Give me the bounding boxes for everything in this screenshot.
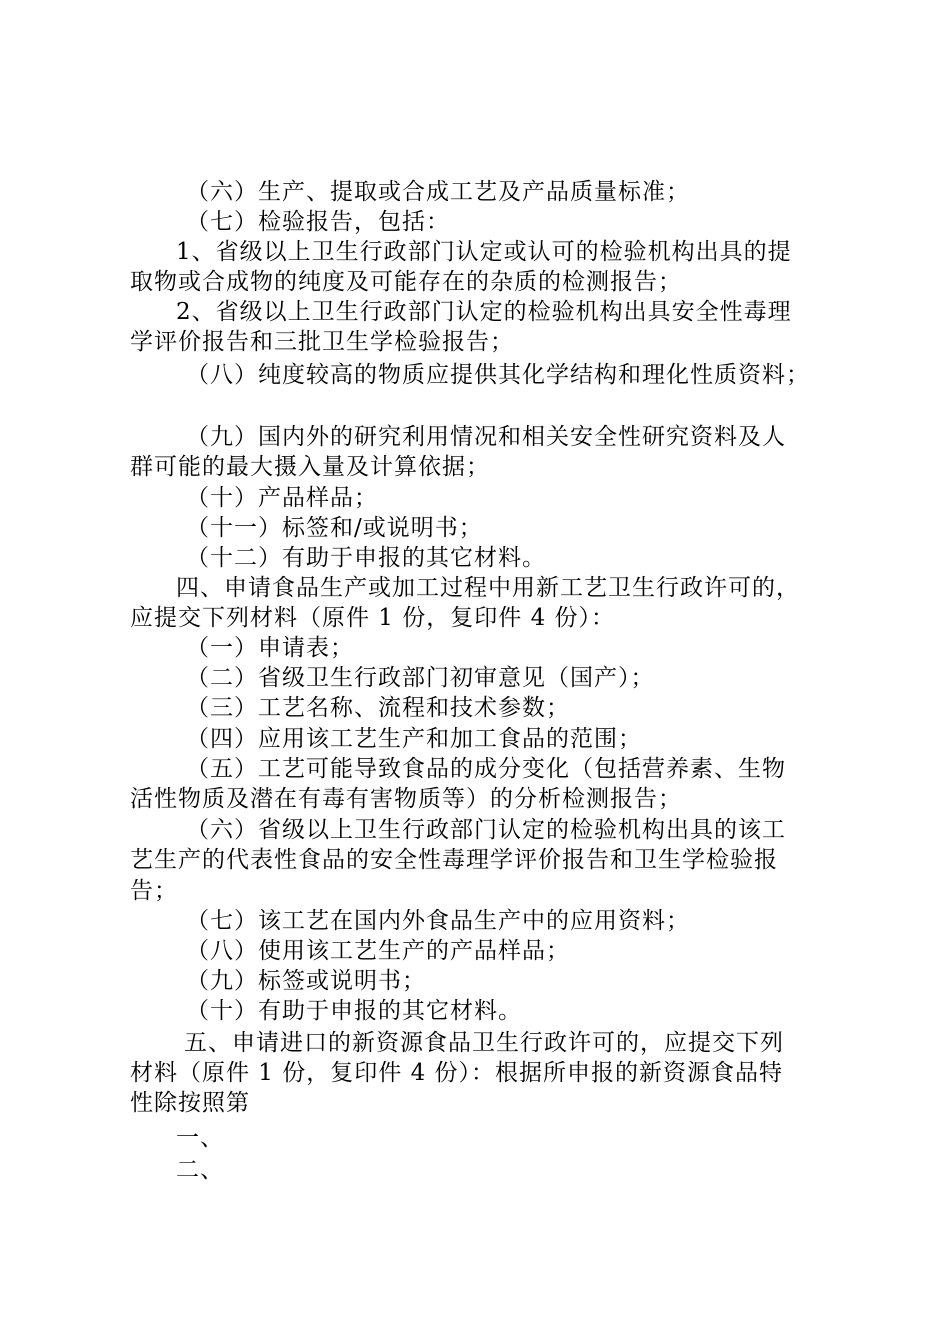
text-line: （十）产品样品； bbox=[186, 485, 378, 511]
text-line: 材料（原件 1 份，复印件 4 份）：根据所申报的新资源食品特 bbox=[130, 1060, 784, 1086]
text-line: （四）应用该工艺生产和加工食品的范围； bbox=[186, 726, 642, 752]
text-line: 一、 bbox=[176, 1125, 224, 1151]
text-line: （一）申请表； bbox=[186, 635, 354, 661]
text-line: 活性物质及潜在有毒有害物质等）的分析检测报告； bbox=[130, 786, 682, 812]
text-line: （十）有助于申报的其它材料。 bbox=[186, 998, 522, 1024]
text-line: 艺生产的代表性食品的安全性毒理学评价报告和卫生学检验报 bbox=[130, 847, 778, 873]
text-line: （十一）标签和/或说明书； bbox=[186, 515, 483, 541]
text-line: （五）工艺可能导致食品的成分变化（包括营养素、生物 bbox=[186, 756, 786, 782]
text-line: （八）使用该工艺生产的产品样品； bbox=[186, 938, 570, 964]
text-line: 二、 bbox=[176, 1157, 224, 1183]
text-line: （二）省级卫生行政部门初审意见（国产）； bbox=[186, 665, 655, 691]
text-line: 应提交下列材料（原件 1 份，复印件 4 份）： bbox=[130, 605, 616, 631]
text-line: （七）该工艺在国内外食品生产中的应用资料； bbox=[186, 908, 690, 934]
text-line: （九）国内外的研究利用情况和相关安全性研究资料及人 bbox=[186, 424, 786, 450]
text-line: （三）工艺名称、流程和技术参数； bbox=[186, 695, 570, 721]
text-line: （六）省级以上卫生行政部门认定的检验机构出具的该工 bbox=[186, 817, 786, 843]
text-line: 四、申请食品生产或加工过程中用新工艺卫生行政许可的， bbox=[176, 575, 800, 601]
text-line: 2、省级以上卫生行政部门认定的检验机构出具安全性毒理 bbox=[176, 299, 792, 325]
text-line: （八）纯度较高的物质应提供其化学结构和理化性质资料； bbox=[186, 362, 810, 388]
text-line: （六）生产、提取或合成工艺及产品质量标准； bbox=[186, 179, 690, 205]
text-line: 1、省级以上卫生行政部门认定或认可的检验机构出具的提 bbox=[176, 239, 792, 265]
text-line: 性除按照第 bbox=[130, 1090, 250, 1116]
text-line: 取物或合成物的纯度及可能存在的杂质的检测报告； bbox=[130, 269, 682, 295]
text-line: 群可能的最大摄入量及计算依据； bbox=[130, 454, 490, 480]
text-line: （十二）有助于申报的其它材料。 bbox=[186, 545, 546, 571]
text-line: 五、申请进口的新资源食品卫生行政许可的，应提交下列 bbox=[184, 1030, 784, 1056]
text-line: 告； bbox=[130, 878, 178, 904]
text-line: （七）检验报告，包括： bbox=[186, 209, 450, 235]
text-line: （九）标签或说明书； bbox=[186, 968, 426, 994]
text-line: 学评价报告和三批卫生学检验报告； bbox=[130, 329, 514, 355]
